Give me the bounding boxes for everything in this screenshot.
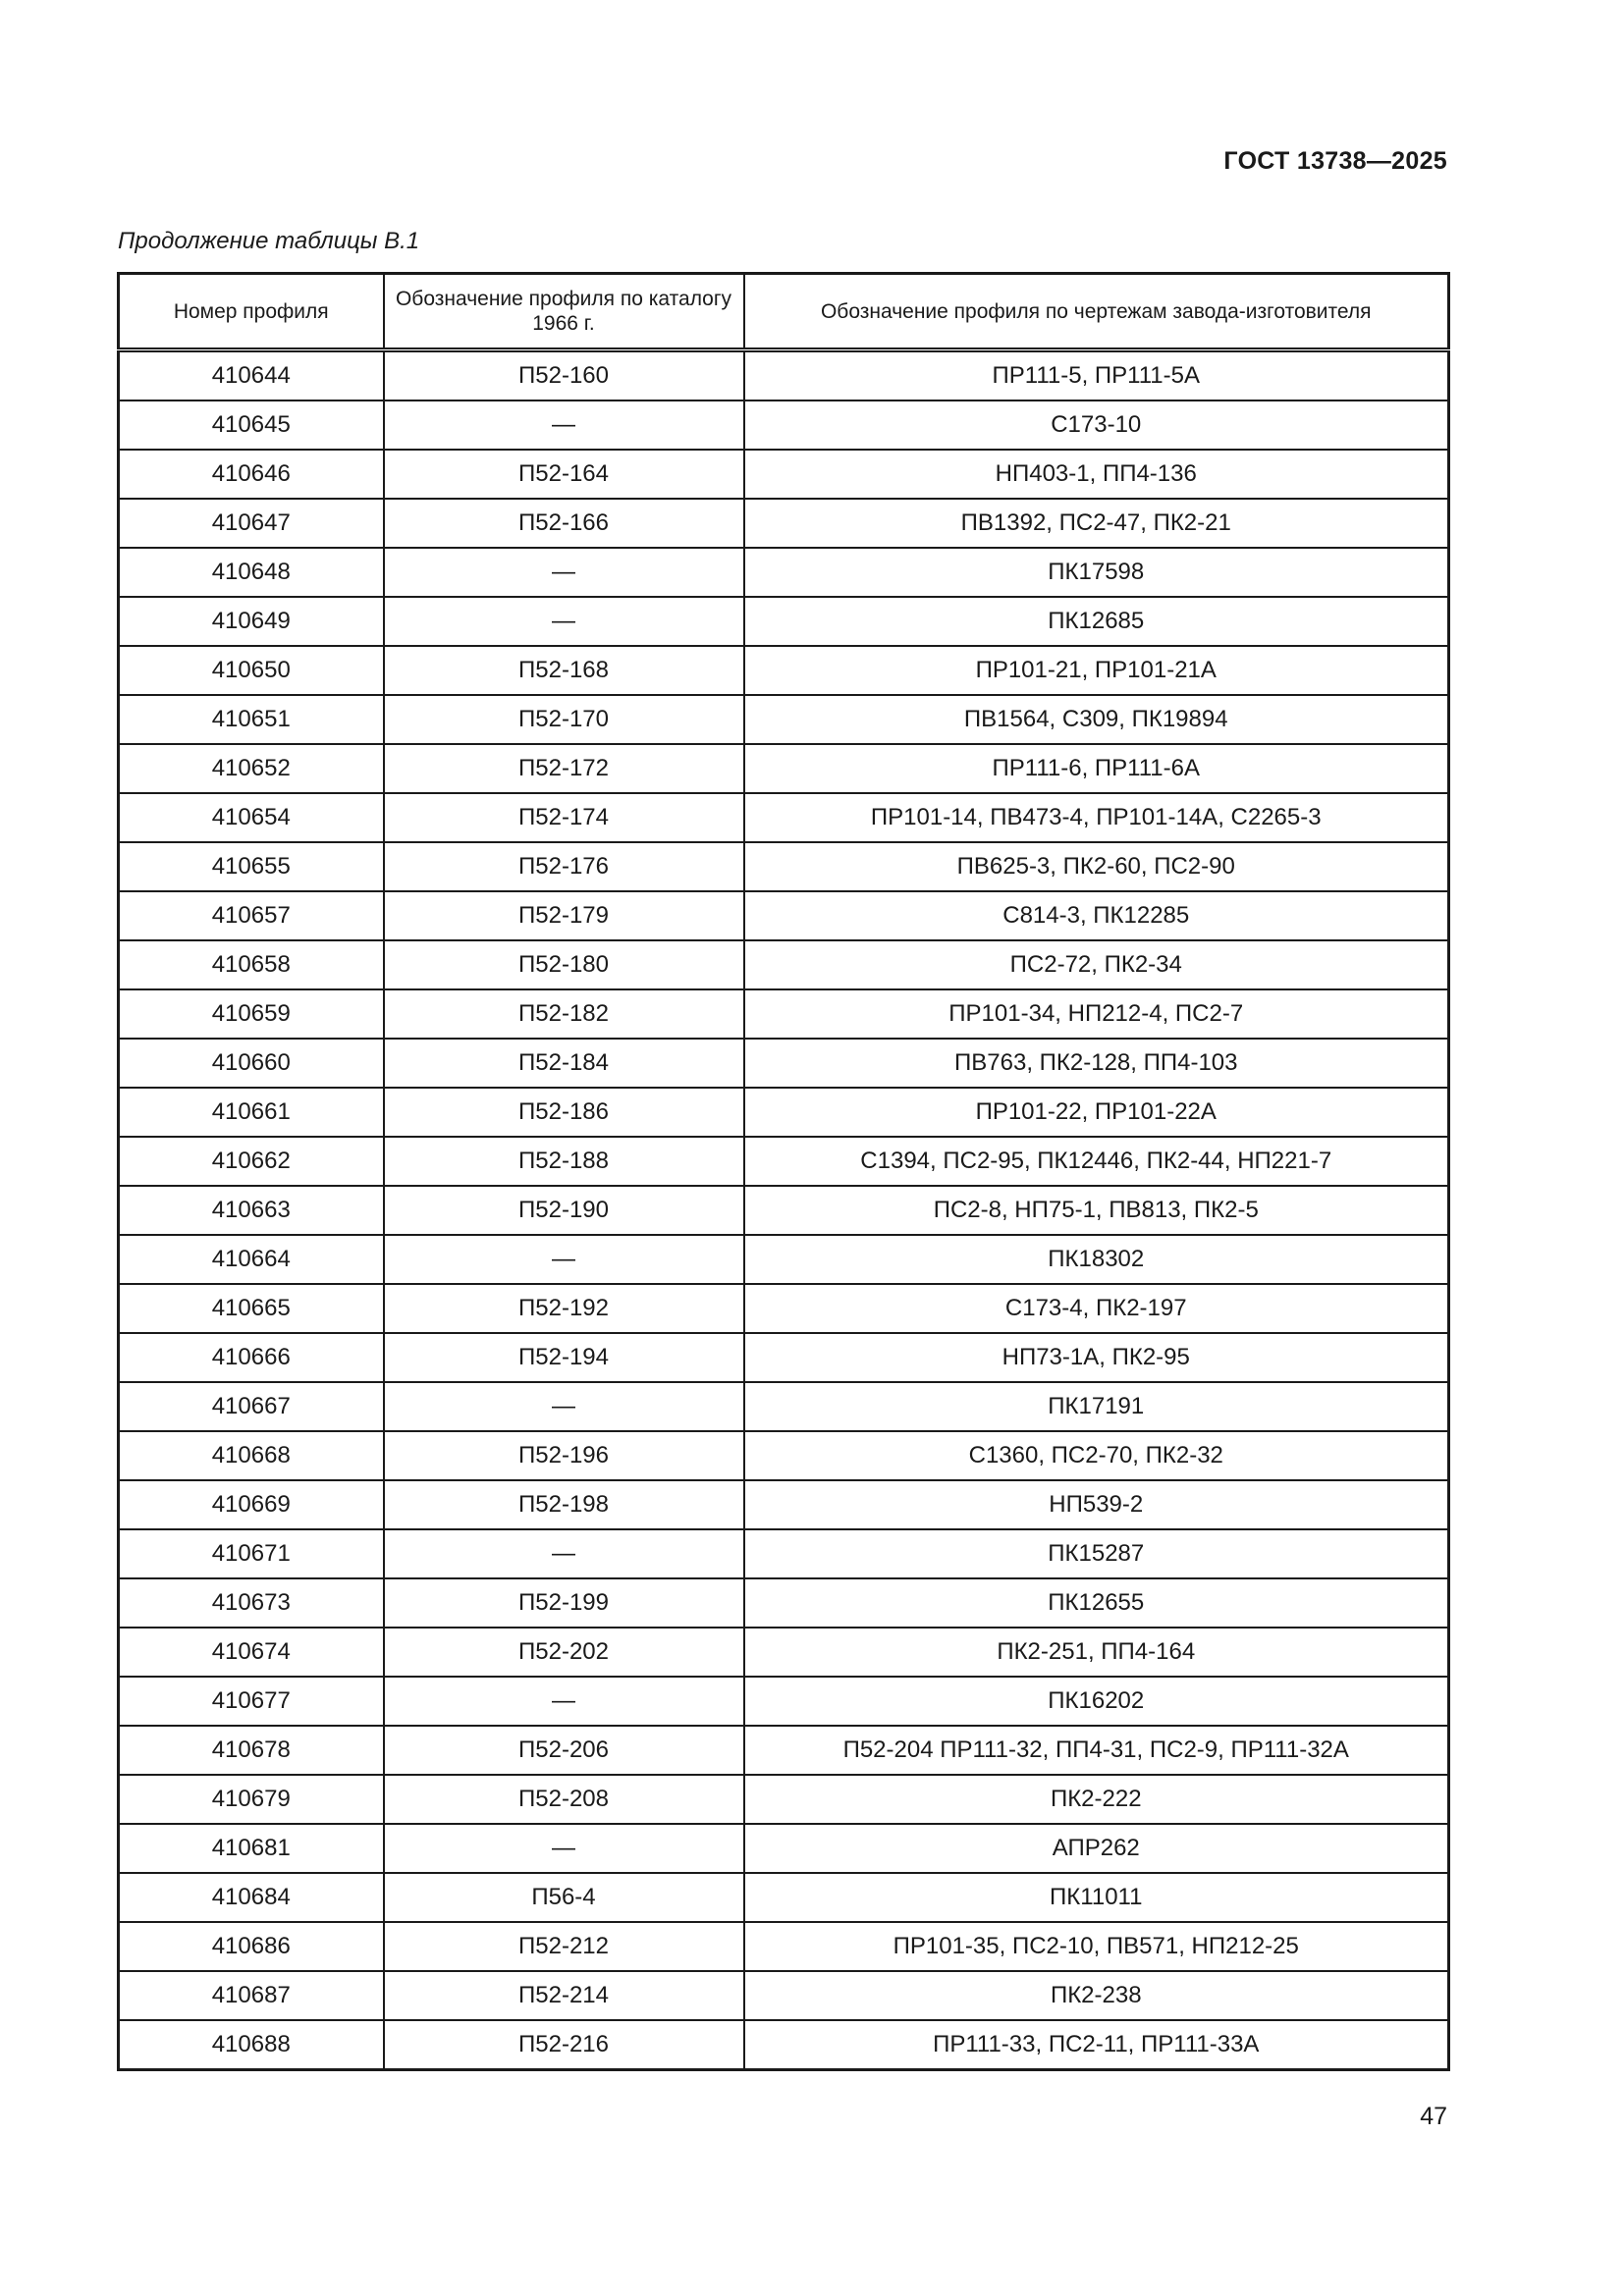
cell-catalog-1966: П52-170	[384, 695, 744, 744]
cell-factory-designation: ПК11011	[744, 1873, 1449, 1922]
cell-factory-designation: ПК17598	[744, 548, 1449, 597]
cell-factory-designation: ПК2-238	[744, 1971, 1449, 2020]
cell-profile-number: 410648	[119, 548, 384, 597]
cell-catalog-1966: П52-194	[384, 1333, 744, 1382]
table-header-row	[119, 274, 1449, 350]
cell-catalog-1966: —	[384, 1529, 744, 1578]
cell-factory-designation: ПК17191	[744, 1382, 1449, 1431]
table-row	[119, 597, 1449, 646]
cell-factory-designation: ПК16202	[744, 1677, 1449, 1726]
table-row	[119, 793, 1449, 842]
cell-profile-number: 410660	[119, 1039, 384, 1088]
cell-catalog-1966: П52-190	[384, 1186, 744, 1235]
cell-profile-number: 410646	[119, 450, 384, 499]
cell-catalog-1966: П52-172	[384, 744, 744, 793]
cell-profile-number: 410644	[119, 350, 384, 401]
cell-factory-designation: ПР101-21, ПР101-21А	[744, 646, 1449, 695]
cell-factory-designation: С173-10	[744, 400, 1449, 450]
table-row	[119, 744, 1449, 793]
table-row	[119, 400, 1449, 450]
cell-factory-designation: ПР111-6, ПР111-6А	[744, 744, 1449, 793]
table-row	[119, 350, 1449, 401]
cell-catalog-1966: П52-198	[384, 1480, 744, 1529]
table-row	[119, 1284, 1449, 1333]
table-caption: Продолжение таблицы В.1	[118, 228, 420, 254]
cell-profile-number: 410647	[119, 499, 384, 548]
cell-profile-number: 410663	[119, 1186, 384, 1235]
cell-catalog-1966: П52-184	[384, 1039, 744, 1088]
table-row	[119, 1628, 1449, 1677]
table-row	[119, 1431, 1449, 1480]
cell-catalog-1966: П52-160	[384, 350, 744, 401]
cell-catalog-1966: П52-196	[384, 1431, 744, 1480]
table-row	[119, 695, 1449, 744]
table-row	[119, 499, 1449, 548]
cell-profile-number: 410655	[119, 842, 384, 891]
cell-profile-number: 410684	[119, 1873, 384, 1922]
cell-factory-designation: ПС2-8, НП75-1, ПВ813, ПК2-5	[744, 1186, 1449, 1235]
table-row	[119, 1039, 1449, 1088]
table-row	[119, 2020, 1449, 2070]
cell-profile-number: 410657	[119, 891, 384, 940]
cell-profile-number: 410667	[119, 1382, 384, 1431]
cell-catalog-1966: П52-202	[384, 1628, 744, 1677]
cell-profile-number: 410645	[119, 400, 384, 450]
table-row	[119, 1382, 1449, 1431]
cell-profile-number: 410665	[119, 1284, 384, 1333]
cell-profile-number: 410652	[119, 744, 384, 793]
cell-catalog-1966: —	[384, 548, 744, 597]
table-row	[119, 1726, 1449, 1775]
table-row	[119, 548, 1449, 597]
cell-catalog-1966: —	[384, 1235, 744, 1284]
cell-factory-designation: НП73-1А, ПК2-95	[744, 1333, 1449, 1382]
cell-profile-number: 410686	[119, 1922, 384, 1971]
cell-factory-designation: НП539-2	[744, 1480, 1449, 1529]
cell-catalog-1966: П52-168	[384, 646, 744, 695]
cell-catalog-1966: П52-199	[384, 1578, 744, 1628]
cell-factory-designation: ПР101-35, ПС2-10, ПВ571, НП212-25	[744, 1922, 1449, 1971]
cell-catalog-1966: П52-186	[384, 1088, 744, 1137]
cell-factory-designation: ПР111-33, ПС2-11, ПР111-33А	[744, 2020, 1449, 2070]
cell-factory-designation: ПВ763, ПК2-128, ПП4-103	[744, 1039, 1449, 1088]
table-row	[119, 1873, 1449, 1922]
table-row	[119, 1677, 1449, 1726]
cell-factory-designation: ПК2-222	[744, 1775, 1449, 1824]
cell-catalog-1966: П52-214	[384, 1971, 744, 2020]
cell-profile-number: 410681	[119, 1824, 384, 1873]
column-header-profile-number: Номер профиля	[119, 274, 384, 350]
cell-profile-number: 410669	[119, 1480, 384, 1529]
column-header-catalog-1966: Обозначение профиля по каталогу 1966 г.	[384, 274, 744, 350]
table-row	[119, 1922, 1449, 1971]
cell-profile-number: 410651	[119, 695, 384, 744]
cell-catalog-1966: П52-174	[384, 793, 744, 842]
cell-factory-designation: ПВ1392, ПС2-47, ПК2-21	[744, 499, 1449, 548]
table-row	[119, 1971, 1449, 2020]
document-header: ГОСТ 13738—2025	[1223, 147, 1447, 175]
cell-profile-number: 410661	[119, 1088, 384, 1137]
table-row	[119, 1529, 1449, 1578]
table-row	[119, 450, 1449, 499]
table-row	[119, 891, 1449, 940]
cell-catalog-1966: П52-208	[384, 1775, 744, 1824]
cell-factory-designation: ПК18302	[744, 1235, 1449, 1284]
cell-profile-number: 410650	[119, 646, 384, 695]
cell-factory-designation: С1360, ПС2-70, ПК2-32	[744, 1431, 1449, 1480]
cell-catalog-1966: П52-180	[384, 940, 744, 989]
table-row	[119, 1480, 1449, 1529]
cell-catalog-1966: П52-179	[384, 891, 744, 940]
cell-catalog-1966: П56-4	[384, 1873, 744, 1922]
cell-factory-designation: ПС2-72, ПК2-34	[744, 940, 1449, 989]
table-row	[119, 646, 1449, 695]
table-header	[119, 274, 1449, 350]
cell-catalog-1966: П52-216	[384, 2020, 744, 2070]
cell-catalog-1966: П52-176	[384, 842, 744, 891]
cell-factory-designation: ПР101-14, ПВ473-4, ПР101-14А, С2265-3	[744, 793, 1449, 842]
cell-profile-number: 410668	[119, 1431, 384, 1480]
cell-profile-number: 410678	[119, 1726, 384, 1775]
cell-profile-number: 410662	[119, 1137, 384, 1186]
table-row	[119, 1824, 1449, 1873]
table-row	[119, 989, 1449, 1039]
cell-profile-number: 410666	[119, 1333, 384, 1382]
table-row	[119, 1186, 1449, 1235]
cell-profile-number: 410654	[119, 793, 384, 842]
cell-factory-designation: ПК12685	[744, 597, 1449, 646]
table-row	[119, 842, 1449, 891]
cell-profile-number: 410664	[119, 1235, 384, 1284]
cell-factory-designation: ПК15287	[744, 1529, 1449, 1578]
cell-profile-number: 410677	[119, 1677, 384, 1726]
cell-factory-designation: ПК12655	[744, 1578, 1449, 1628]
cell-profile-number: 410659	[119, 989, 384, 1039]
cell-factory-designation: АПР262	[744, 1824, 1449, 1873]
cell-profile-number: 410649	[119, 597, 384, 646]
table-row	[119, 1088, 1449, 1137]
cell-catalog-1966: П52-192	[384, 1284, 744, 1333]
table-row	[119, 1235, 1449, 1284]
cell-catalog-1966: —	[384, 400, 744, 450]
cell-profile-number: 410658	[119, 940, 384, 989]
cell-catalog-1966: —	[384, 1382, 744, 1431]
table-row	[119, 1578, 1449, 1628]
cell-factory-designation: С1394, ПС2-95, ПК12446, ПК2-44, НП221-7	[744, 1137, 1449, 1186]
profiles-table	[117, 272, 1450, 2071]
cell-profile-number: 410673	[119, 1578, 384, 1628]
cell-factory-designation: ПВ1564, С309, ПК19894	[744, 695, 1449, 744]
cell-catalog-1966: П52-206	[384, 1726, 744, 1775]
table-row	[119, 1333, 1449, 1382]
cell-factory-designation: С814-3, ПК12285	[744, 891, 1449, 940]
table-row	[119, 1137, 1449, 1186]
column-header-factory-drawings: Обозначение профиля по чертежам завода-изготовителя	[744, 274, 1449, 350]
cell-factory-designation: ПР111-5, ПР111-5А	[744, 350, 1449, 401]
page-number: 47	[1420, 2103, 1447, 2130]
cell-catalog-1966: П52-166	[384, 499, 744, 548]
cell-profile-number: 410679	[119, 1775, 384, 1824]
cell-profile-number: 410687	[119, 1971, 384, 2020]
cell-catalog-1966: П52-212	[384, 1922, 744, 1971]
table-row	[119, 940, 1449, 989]
cell-factory-designation: ПР101-22, ПР101-22А	[744, 1088, 1449, 1137]
cell-factory-designation: ПК2-251, ПП4-164	[744, 1628, 1449, 1677]
cell-factory-designation: НП403-1, ПП4-136	[744, 450, 1449, 499]
cell-catalog-1966: П52-188	[384, 1137, 744, 1186]
cell-factory-designation: ПВ625-3, ПК2-60, ПС2-90	[744, 842, 1449, 891]
cell-profile-number: 410688	[119, 2020, 384, 2070]
table-row	[119, 1775, 1449, 1824]
cell-profile-number: 410674	[119, 1628, 384, 1677]
cell-catalog-1966: П52-164	[384, 450, 744, 499]
cell-catalog-1966: —	[384, 1824, 744, 1873]
cell-catalog-1966: —	[384, 1677, 744, 1726]
table-body	[119, 350, 1449, 2070]
cell-profile-number: 410671	[119, 1529, 384, 1578]
cell-catalog-1966: —	[384, 597, 744, 646]
cell-factory-designation: С173-4, ПК2-197	[744, 1284, 1449, 1333]
cell-factory-designation: П52-204 ПР111-32, ПП4-31, ПС2-9, ПР111-32А	[744, 1726, 1449, 1775]
cell-factory-designation: ПР101-34, НП212-4, ПС2-7	[744, 989, 1449, 1039]
cell-catalog-1966: П52-182	[384, 989, 744, 1039]
